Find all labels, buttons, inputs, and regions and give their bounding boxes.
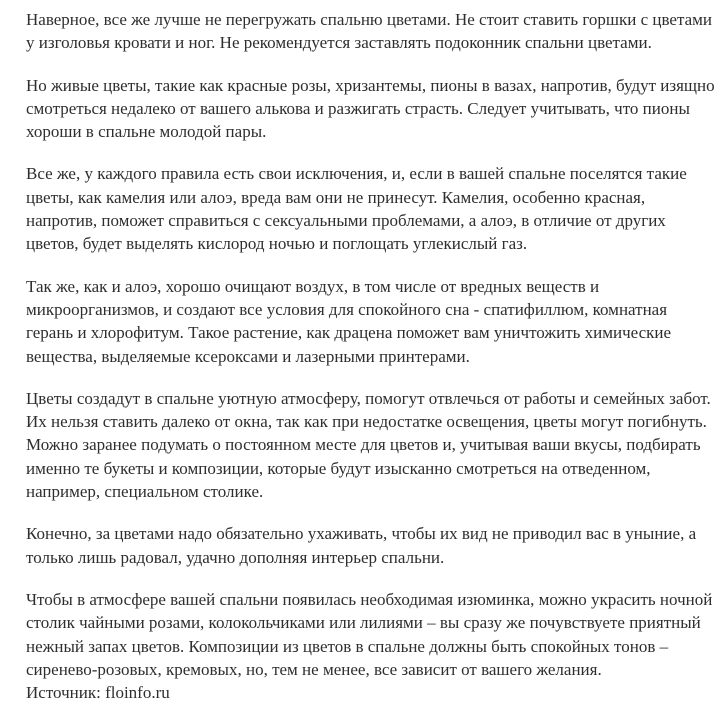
- source-credit: Источник: floinfo.ru: [26, 683, 170, 703]
- paragraph-7: Чтобы в атмосфере вашей спальни появилась необходимая изюминка, можно украсить ночной столик чайными розами, колокольчиками или лилиями – вы сразу же почувствуете приятный нежный запах цветов. Композиции из цветов в спальне должны быть спокойных тонов – сиренево-розовых, кремовых, но, тем не менее, все зависит от вашего желания.: [26, 589, 713, 679]
- paragraph-2: Но живые цветы, такие как красные розы, хризантемы, пионы в вазах, напротив, будут изящно смотреться недалеко от вашего алькова и разжигать страсть. Следует учитывать, что пионы хороши в спальне молодой пары.: [26, 75, 715, 142]
- paragraph-1: Наверное, все же лучше не перегружать спальню цветами. Не стоит ставить горшки с цветами у изголовья кровати и ног. Не рекомендуется заставлять подоконник спальни цветами.: [26, 10, 713, 53]
- paragraph-3: Все же, у каждого правила есть свои исключения, и, если в вашей спальне поселятся такие цветы, как камелия или алоэ, вреда вам они не принесут. Камелия, особенно красная, напротив, поможет справиться с сексуальными проблемами, а алоэ, в отличие от других цветов, будет выделять кислород ночью и поглощать углекислый газ.: [26, 164, 687, 254]
- article-body: [26, 8, 716, 723]
- paragraph-5: Цветы создадут в спальне уютную атмосферу, помогут отвлечься от работы и семейных забот. Их нельзя ставить далеко от окна, так как при недостатке освещения, цветы могут погибнуть. Можно заранее подумать о постоянном месте для цветов и, учитывая ваши вкусы, подбирать именно те букеты и композиции, которые будут изысканно смотреться на отведенном, например, специальном столике.: [26, 388, 711, 502]
- paragraph-4: Так же, как и алоэ, хорошо очищают воздух, в том числе от вредных веществ и микроорганизмов, и создают все условия для спокойного сна - спатифиллюм, комнатная герань и хлорофитум. Такое растение, как драцена поможет вам уничтожить химические вещества, выделяемые ксероксами и лазерными принтерами.: [26, 276, 672, 366]
- paragraph-6: Конечно, за цветами надо обязательно ухаживать, чтобы их вид не приводил вас в уныние, а только лишь радовал, удачно дополняя интерьер спальни.: [26, 524, 697, 567]
